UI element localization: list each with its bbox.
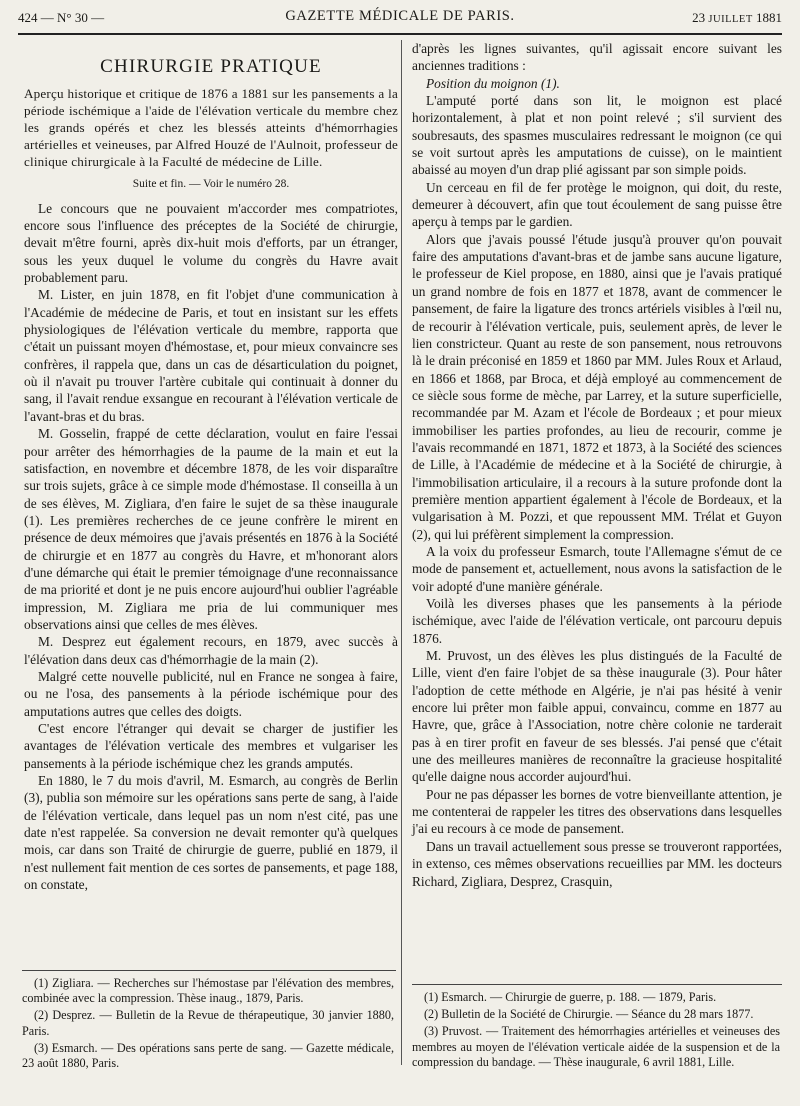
footnote-rule [22, 970, 396, 971]
paragraph: Le concours que ne pouvaient m'accorder mes compatriotes, encore sous l'influence des préceptes de la Société de chirurgie, devait m'être fourni, après dix-huit mois d'efforts, par un étranger, sous les yeux duquel le volume du congrès du Havre avait probablement paru. [24, 200, 398, 286]
paragraph: M. Desprez eut également recours, en 1879, avec succès à l'élévation dans deux cas d'hémorrhagie de la main (2). [24, 634, 398, 667]
column-divider [401, 40, 402, 1065]
paragraph: A la voix du professeur Esmarch, toute l'Allemagne s'émut de ce mode de pansement et, actuellement, nous avons la satisfaction de le voir adopté d'une manière générale. [412, 543, 782, 594]
continuation-note: Suite et fin. — Voir le numéro 28. [132, 178, 290, 191]
paragraph: C'est encore l'étranger qui devait se charger de justifier les avantages de l'élévation verticale des membres et vulgariser les pansements à la période ischémique chez les grands amputés. [24, 721, 398, 771]
page-number: 424 [18, 10, 38, 25]
paragraph: Un cerceau en fil de fer protège le moignon, qui doit, du reste, demeurer à découvert, afin que tout écoulement de sang puisse être aperçu à temps par le gardien. [412, 179, 782, 230]
paragraph: En 1880, le 7 du mois d'avril, M. Esmarch, au congrès de Berlin (3), publia son mémoire sur les opérations sans perte de sang, à l'aide de l'élévation verticale, dans lequel pas un nom n'est cité, pas une date n'est rappelée. Sa conversion ne devait remonter qu'à quelques mois, car dans son Traité de chirurgie de guerre, publié en 1879, il n'est nullement fait mention de ces sortes de pansements, et page 188, on constate, [24, 773, 398, 893]
section-title: CHIRURGIE PRATIQUE [100, 56, 322, 77]
right-column [412, 40, 782, 890]
paragraph: Pour ne pas dépasser les bornes de votre bienveillante attention, je me contenterai de rappeler les titres des observations dans lesquelles j'ai eu recours à ce mode de pansement. [412, 786, 782, 837]
footnote: (2) Desprez. — Bulletin de la Revue de thérapeutique, 30 janvier 1880, Paris. [22, 1008, 394, 1038]
paragraph: Malgré cette nouvelle publicité, nul en France ne songea à faire, ou ne l'osa, des pansements à la période ischémique pour des amputations autres que celles des doigts. [24, 668, 398, 719]
footnote: (1) Zigliara. — Recherches sur l'hémostase par l'élévation des membres, combinée avec la compression. Thèse inaug., 1879, Paris. [22, 976, 394, 1006]
left-column [24, 40, 398, 893]
footnote: (2) Bulletin de la Société de Chirurgie. — Séance du 28 mars 1877. [424, 1007, 754, 1022]
paragraph: M. Pruvost, un des élèves les plus distingués de la Faculté de Lille, vient d'en faire l'objet de sa thèse inaugurale (3). Pour hâter l'adoption de cette méthode en Algérie, je n'ai pas hésité à venir encore lui prêter mon faible appui, convaincu, comme en 1877 au Havre, que, grâce à l'Association, notre chère colonie ne tarderait pas à en tirer profit en faveur de ses blessés. J'ai pensé que c'était une des meilleures manières de reconnaître la gracieuse hospitalité qu'elle daigne nous accorder aujourd'hui. [412, 648, 782, 785]
issue-number: — N° 30 — [40, 10, 105, 25]
footnote: (3) Esmarch. — Des opérations sans perte de sang. — Gazette médicale, 23 août 1880, Paris. [22, 1040, 394, 1071]
issue-date: 23 JUILLET 1881 [692, 10, 782, 25]
paragraph: Voilà les diverses phases que les pansements à la période ischémique, avec l'aide de l'élévation verticale, ont parcouru depuis 1876. [412, 596, 782, 646]
subtitle: Position du moignon (1). [426, 75, 560, 91]
paragraph: d'après les lignes suivantes, qu'il agissait encore suivant les anciennes traditions : [412, 41, 782, 74]
footnotes-right [412, 990, 780, 1072]
footnote: (1) Esmarch. — Chirurgie de guerre, p. 188. — 1879, Paris. [424, 990, 717, 1004]
paragraph: Alors que j'avais poussé l'étude jusqu'à prouver qu'on pouvait faire des amputations d'avant-bras et de jambe sans aucune ligature, le professeur de Kiel propose, en 1880, ainsi que je l'avais pratiqué un grand nombre de fois en 1877 et 1878, avant de commencer le pansement, de faire la ligature des troncs artériels visibles à l'œil nu, de recourir à l'élévation verticale, puis, seulement après, de lever le lien constricteur. Quant au reste de son pansement, nous retrouvons là le drain préconisé en 1859 et 1860 par MM. Jules Roux et Arlaud, en 1866 et 1868, par Broca, et déjà employé au commencement de ce siècle sous forme de mèche, par Larrey, et la suture superficielle, recommandée par M. Azam et l'école de Bordeaux ; et pour mieux immobiliser les parties profondes, au lieu de recourir, comme je l'avais recommandé en 1871, 1872 et 1873, à la Société des sciences de Lille, à l'Académie de médecine et à la Société de chirurgie, à l'immobilisation articulaire, il a recours à la suture profonde dont la première mention appartient également à l'école de Bordeaux, et la vulgarisation à M. Pozzi, et que repoussent MM. Trélat et Guyon (2), qui lui préfèrent simplement la compression. [412, 231, 782, 542]
journal-title: GAZETTE MÉDICALE DE PARIS. [285, 8, 515, 24]
header-rule [18, 33, 782, 35]
paragraph: M. Lister, en juin 1878, en fit l'objet d'une communication à l'Académie de médecine de Paris, et tout en insistant sur les effets physiologiques de l'élévation verticale du membre, rapporta que c'était un puissant moyen d'hémostase, et, pour mieux convaincre ses confrères, il rappela que, dans un cas de désarticulation du poignet, où il n'avait pu trouver l'artère cubitale qui continuait à donner du sang, il l'avait rendue exsangue en recourant à l'élévation verticale de l'avant-bras et du bras. [24, 287, 398, 424]
running-header [18, 6, 782, 30]
paragraph: Dans un travail actuellement sous presse se trouveront rapportées, in extenso, ces mêmes observations recueillies par MM. les docteurs Richard, Zigliara, Desprez, Crasquin, [412, 838, 782, 889]
paragraph: L'amputé porté dans son lit, le moignon est placé horizontalement, à plat et non point relevé ; s'il survient des soubresauts, des spasmes musculaires redressant le moignon (ce qui se voit surtout après les amputations de cuisse), on le maintient abaissé au moyen d'un drap plié agissant par son simple poids. [412, 93, 782, 178]
paragraph: M. Gosselin, frappé de cette déclaration, voulut en faire l'essai pour arrêter des hémorrhagies de la paume de la main et eut la satisfaction, en novembre et décembre 1878, de les voir disparaître sur trois sujets, grâce à ce simple mode d'hémostase. Il conseilla à un de ses élèves, M. Zigliara, d'en faire le sujet de sa thèse inaugurale (1). Les premières recherches de ce jeune confrère le mirent en présence de deux mémoires que j'avais présentés en 1876 à la Société de chirurgie et en 1877 au congrès du Havre, et m'honorant alors d'une démarche qui était le premier témoignage d'une reconnaissance de ma priorité et dont je ne puis encore aujourd'hui oublier l'agréable impression, M. Zigliara me pria de lui communiquer mes observations ainsi que celles de mes élèves. [24, 426, 398, 632]
footnote: (3) Pruvost. — Traitement des hémorrhagies artérielles et veineuses des membres au moyen de l'élévation verticale aidée de la suspension et de la compression du bandage. — Thèse inaugurale, 6 avril 1881, Lille. [412, 1024, 780, 1069]
article-abstract: Aperçu historique et critique de 1876 a 1881 sur les pansements a la période ischémique a l'aide de l'élévation verticale du membre chez les grands opérés et chez les blessés atteints d'hémorrhagies artérielles et veineuses, par Alfred Houzé de l'Aulnoit, professeur de clinique chirurgicale à la Faculté de médecine de Lille. [24, 86, 398, 170]
footnote-rule [412, 984, 782, 985]
footnotes-left [22, 976, 394, 1073]
